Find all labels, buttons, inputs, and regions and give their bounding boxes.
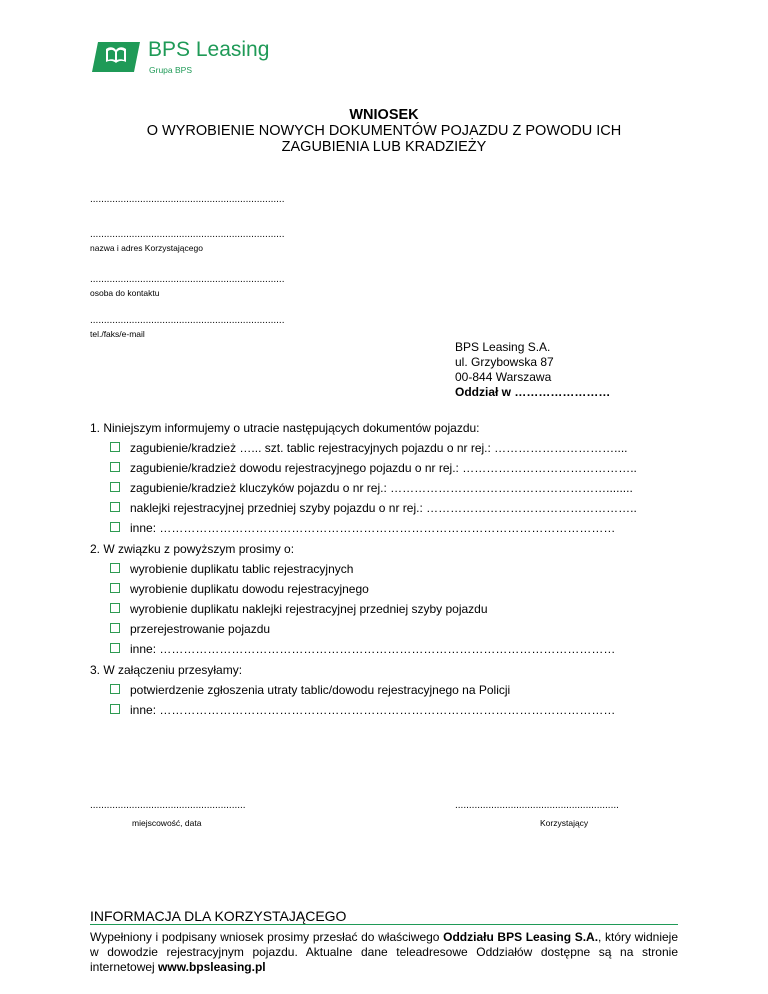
checkbox-label: zagubienie/kradzież …... szt. tablic rejestracyjnych pojazdu o nr rej.: …………………………....: [130, 441, 628, 455]
section-lost-documents: [90, 420, 678, 538]
info-text: [90, 930, 678, 975]
checkbox-label: inne: ……………………………………………………………………………………………………: [130, 642, 616, 656]
recipient-company: BPS Leasing S.A.: [455, 340, 551, 354]
checkbox-item[interactable]: [90, 619, 678, 639]
lessee-signature[interactable]: [455, 800, 619, 828]
checkbox-item[interactable]: [90, 498, 678, 518]
lessee-label: Korzystający: [540, 818, 589, 828]
checkbox-icon[interactable]: [110, 684, 120, 694]
checkbox-item[interactable]: [90, 639, 678, 659]
checkbox-icon[interactable]: [110, 623, 120, 633]
bps-logo-mark-icon: [90, 40, 142, 74]
checkbox-icon[interactable]: [110, 482, 120, 492]
phone-field[interactable]: [90, 316, 322, 339]
section-3-heading: 3. W załączeniu przesyłamy:: [90, 663, 243, 677]
address-field[interactable]: [90, 230, 322, 253]
section-1-heading: 1. Niniejszym informujemy o utracie następujących dokumentów pojazdu:: [90, 421, 480, 435]
checkbox-item[interactable]: [90, 559, 678, 579]
address-field-line-1[interactable]: [90, 195, 322, 205]
checkbox-icon[interactable]: [110, 462, 120, 472]
checkbox-label: wyrobienie duplikatu tablic rejestracyjnych: [130, 562, 354, 576]
recipient-city: 00-844 Warszawa: [455, 370, 552, 384]
place-date-label: miejscowość, data: [132, 818, 202, 828]
title-line-2: O WYROBIENIE NOWYCH DOKUMENTÓW POJAZDU Z POWODU ICH: [146, 123, 622, 139]
checkbox-icon[interactable]: [110, 522, 120, 532]
checkbox-label: wyrobienie duplikatu dowodu rejestracyjnego: [130, 582, 369, 596]
info-heading: INFORMACJA DLA KORZYSTAJĄCEGO: [90, 908, 347, 924]
info-divider: [90, 924, 678, 925]
checkbox-label: wyrobienie duplikatu naklejki rejestracyjnej przedniej szyby pojazdu: [130, 602, 488, 616]
checkbox-item[interactable]: [90, 478, 678, 498]
checkbox-item[interactable]: [90, 518, 678, 538]
section-2-heading: 2. W związku z powyższym prosimy o:: [90, 542, 295, 556]
section-requests: [90, 541, 678, 659]
checkbox-label: naklejki rejestracyjnej przedniej szyby pojazdu o nr rej.: ……………………………………………..: [130, 501, 637, 515]
checkbox-label: przerejestrowanie pojazdu: [130, 622, 271, 636]
checkbox-icon[interactable]: [110, 442, 120, 452]
checkbox-icon[interactable]: [110, 583, 120, 593]
checkbox-item[interactable]: [90, 599, 678, 619]
title-line-1: WNIOSEK: [349, 107, 419, 123]
checkbox-label: potwierdzenie zgłoszenia utraty tablic/dowodu rejestracyjnego na Policji: [130, 683, 511, 697]
checkbox-icon[interactable]: [110, 603, 120, 613]
branch-name: Oddziału BPS Leasing S.A.: [443, 930, 599, 944]
info-text-part: , który widnieje w dowodzie rejestracyjnym pojazdu. Aktualne dane teleadresowe Oddziałów dostępne są na stronie internetowej: [90, 930, 678, 974]
dotted-line: ......................................................................: [90, 195, 285, 205]
info-text-part: Wypełniony i podpisany wniosek prosimy przesłać do właściwego: [90, 930, 444, 944]
contact-field[interactable]: [90, 275, 322, 298]
document-title: [90, 107, 678, 155]
checkbox-icon[interactable]: [110, 704, 120, 714]
checkbox-icon[interactable]: [110, 643, 120, 653]
dotted-line: ......................................................................: [90, 275, 285, 285]
website-link[interactable]: www.bpsleasing.pl: [158, 960, 266, 974]
checkbox-item[interactable]: [90, 680, 678, 700]
dotted-line: ......................................................................: [90, 230, 285, 240]
recipient-branch: Oddział w ……………………: [455, 385, 611, 399]
section-attachments: [90, 662, 678, 720]
phone-label: tel./faks/e-mail: [90, 329, 145, 339]
company-logo: [90, 38, 290, 82]
checkbox-label: zagubienie/kradzież kluczyków pojazdu o nr rej.: ………………………………………………........: [130, 481, 633, 495]
logo-name: BPS Leasing: [148, 38, 270, 61]
dotted-line: ........................................................: [90, 800, 246, 811]
logo-group: Grupa BPS: [149, 65, 192, 75]
title-line-3: ZAGUBIENIA LUB KRADZIEŻY: [281, 139, 487, 155]
contact-label: osoba do kontaktu: [90, 288, 160, 298]
checkbox-icon[interactable]: [110, 502, 120, 512]
checkbox-icon[interactable]: [110, 563, 120, 573]
checkbox-label: inne: ……………………………………………………………………………………………………: [130, 703, 616, 717]
checkbox-item[interactable]: [90, 438, 678, 458]
recipient-address: [455, 340, 610, 400]
checkbox-item[interactable]: [90, 700, 678, 720]
dotted-line: ......................................................................: [90, 316, 285, 326]
checkbox-item[interactable]: [90, 458, 678, 478]
place-date-signature[interactable]: [90, 800, 246, 828]
checkbox-label: inne: ……………………………………………………………………………………………………: [130, 521, 616, 535]
dotted-line: ...........................................................: [455, 800, 619, 811]
recipient-street: ul. Grzybowska 87: [455, 355, 554, 369]
checkbox-item[interactable]: [90, 579, 678, 599]
checkbox-label: zagubienie/kradzież dowodu rejestracyjnego pojazdu o nr rej.: ……………………………………..: [130, 461, 637, 475]
address-label: nazwa i adres Korzystającego: [90, 243, 203, 253]
